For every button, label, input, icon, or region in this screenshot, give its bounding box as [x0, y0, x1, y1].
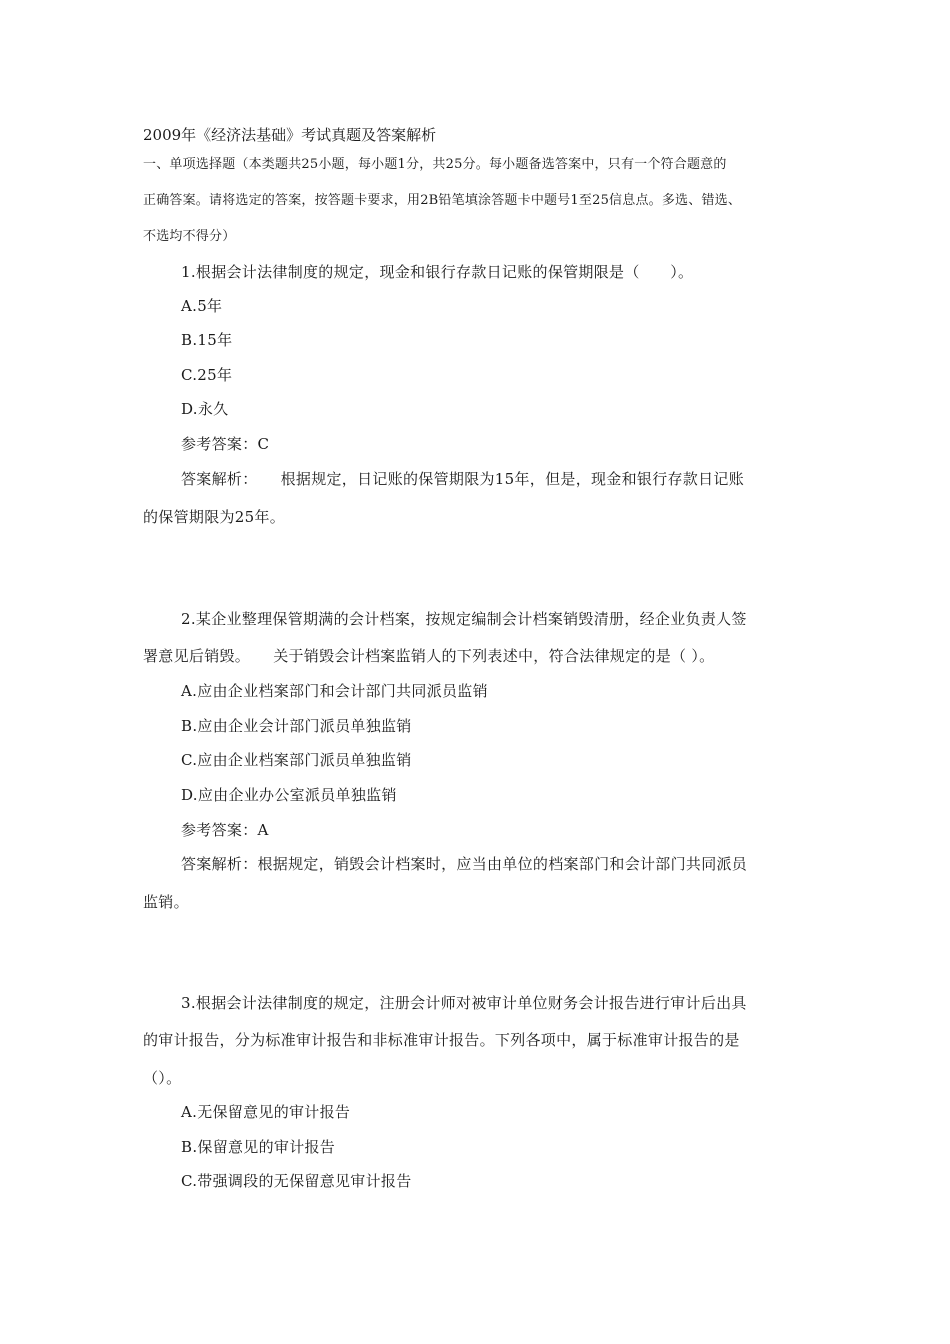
question-1-answer: 参考答案：C	[181, 435, 270, 453]
question-2-stem: 2.某企业整理保管期满的会计档案，按规定编制会计档案销毁清册，经企业负责人签	[181, 610, 747, 628]
question-2-option-d: D.应由企业办公室派员单独监销	[181, 786, 397, 804]
question-2-option-a: A.应由企业档案部门和会计部门共同派员监销	[181, 682, 488, 700]
section-intro-line: 一、单项选择题（本类题共25小题，每小题1分，共25分。每小题备选答案中，只有一个符合题意的	[143, 157, 727, 172]
question-3-stem: 3.根据会计法律制度的规定，注册会计师对被审计单位财务会计报告进行审计后出具	[181, 994, 747, 1012]
question-3-stem: 的审计报告，分为标准审计报告和非标准审计报告。下列各项中，属于标准审计报告的是	[143, 1031, 740, 1049]
question-1-analysis: 的保管期限为25年。	[143, 508, 286, 526]
question-2-option-b: B.应由企业会计部门派员单独监销	[181, 717, 412, 735]
question-3-option-a: A.无保留意见的审计报告	[181, 1103, 351, 1121]
question-2-analysis: 答案解析：根据规定，销毁会计档案时，应当由单位的档案部门和会计部门共同派员	[181, 855, 748, 873]
question-1-option-a: A.5年	[181, 297, 223, 315]
question-2-analysis: 监销。	[143, 893, 189, 911]
question-2-answer: 参考答案：A	[181, 821, 269, 839]
section-intro-line: 正确答案。请将选定的答案，按答题卡要求，用2B铅笔填涂答题卡中题号1至25信息点。多选、错选、	[143, 193, 742, 208]
question-2-stem: 署意见后销毁。 关于销毁会计档案监销人的下列表述中，符合法律规定的是（ ）。	[143, 647, 715, 665]
section-intro-line: 不选均不得分）	[143, 229, 236, 244]
question-1-analysis: 答案解析： 根据规定，日记账的保管期限为15年，但是，现金和银行存款日记账	[181, 470, 744, 488]
question-1-option-b: B.15年	[181, 331, 233, 349]
question-1-option-c: C.25年	[181, 366, 233, 384]
question-3-stem: （）。	[143, 1069, 182, 1087]
document-title: 2009年《经济法基础》考试真题及答案解析	[143, 126, 437, 144]
question-1-option-d: D.永久	[181, 400, 229, 418]
question-1-stem: 1.根据会计法律制度的规定，现金和银行存款日记账的保管期限是（ ）。	[181, 263, 694, 281]
question-3-option-b: B.保留意见的审计报告	[181, 1138, 336, 1156]
question-3-option-c: C.带强调段的无保留意见审计报告	[181, 1172, 412, 1190]
question-2-option-c: C.应由企业档案部门派员单独监销	[181, 751, 412, 769]
